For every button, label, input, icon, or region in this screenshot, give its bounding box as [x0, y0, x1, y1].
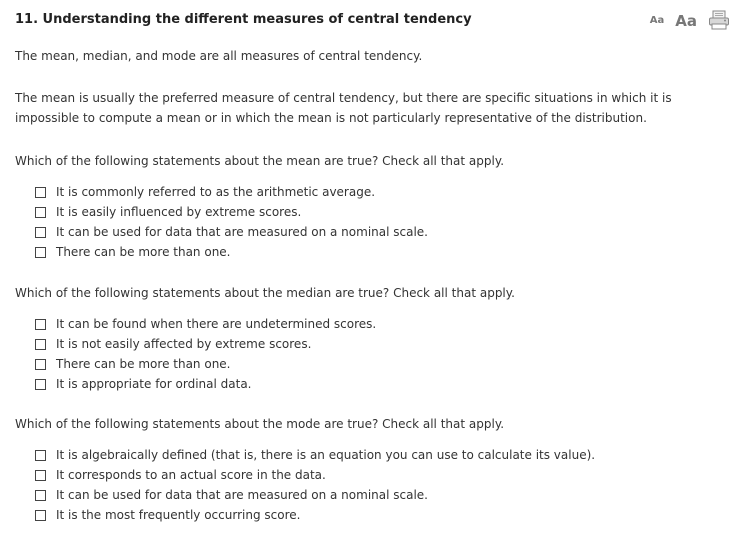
checkbox[interactable] — [35, 319, 46, 330]
option-row[interactable] — [35, 242, 504, 262]
option-label: It can be found when there are undetermined scores. — [56, 317, 377, 331]
option-label: It can be used for data that are measured on a nominal scale. — [56, 488, 428, 502]
option-row[interactable] — [35, 374, 515, 394]
option-label: It is the most frequently occurring score. — [56, 508, 301, 522]
checkbox[interactable] — [35, 339, 46, 350]
option-row[interactable] — [35, 334, 515, 354]
intro-paragraph-2: The mean is usually the preferred measure of central tendency, but there are specific situations in which it is impossible to compute a mean or in which the mean is not particularly representative of the distribution. — [15, 91, 672, 125]
options-list — [15, 445, 595, 525]
checkbox[interactable] — [35, 359, 46, 370]
option-label: It is easily influenced by extreme scores. — [56, 205, 302, 219]
printer-icon[interactable] — [708, 10, 730, 30]
checkbox[interactable] — [35, 450, 46, 461]
option-row[interactable] — [35, 354, 515, 374]
checkbox[interactable] — [35, 247, 46, 258]
checkbox[interactable] — [35, 510, 46, 521]
question-mean — [15, 152, 504, 262]
checkbox[interactable] — [35, 187, 46, 198]
option-row[interactable] — [35, 445, 595, 465]
question-stem: Which of the following statements about the mode are true? Check all that apply. — [15, 417, 505, 431]
question-header — [15, 0, 730, 40]
option-row[interactable] — [35, 202, 504, 222]
option-row[interactable] — [35, 465, 595, 485]
option-row[interactable] — [35, 505, 595, 525]
checkbox[interactable] — [35, 470, 46, 481]
decrease-font-button[interactable]: Aa — [649, 15, 665, 26]
option-label: It is appropriate for ordinal data. — [56, 377, 252, 391]
option-label: It is not easily affected by extreme scores. — [56, 337, 312, 351]
question-page — [15, 0, 730, 522]
option-row[interactable] — [35, 485, 595, 505]
checkbox[interactable] — [35, 490, 46, 501]
checkbox[interactable] — [35, 207, 46, 218]
toolbar — [650, 10, 730, 30]
options-list — [15, 314, 515, 394]
question-median — [15, 284, 515, 394]
question-stem: Which of the following statements about the median are true? Check all that apply. — [15, 286, 515, 300]
option-label: It is commonly referred to as the arithmetic average. — [56, 185, 376, 199]
question-stem: Which of the following statements about the mean are true? Check all that apply. — [15, 154, 505, 168]
option-row[interactable] — [35, 182, 504, 202]
option-label: There can be more than one. — [56, 357, 231, 371]
option-label: It corresponds to an actual score in the data. — [56, 468, 326, 482]
option-label: It can be used for data that are measured on a nominal scale. — [56, 225, 428, 239]
increase-font-button[interactable]: Aa — [675, 12, 697, 30]
checkbox[interactable] — [35, 379, 46, 390]
option-label: There can be more than one. — [56, 245, 231, 259]
option-row[interactable] — [35, 222, 504, 242]
option-label: It is algebraically defined (that is, there is an equation you can use to calculate its value). — [56, 448, 596, 462]
checkbox[interactable] — [35, 227, 46, 238]
question-mode — [15, 415, 595, 525]
options-list — [15, 182, 504, 262]
intro-paragraph-1: The mean, median, and mode are all measures of central tendency. — [15, 49, 423, 63]
question-title: 11. Understanding the different measures of central tendency — [15, 12, 472, 27]
option-row[interactable] — [35, 314, 515, 334]
